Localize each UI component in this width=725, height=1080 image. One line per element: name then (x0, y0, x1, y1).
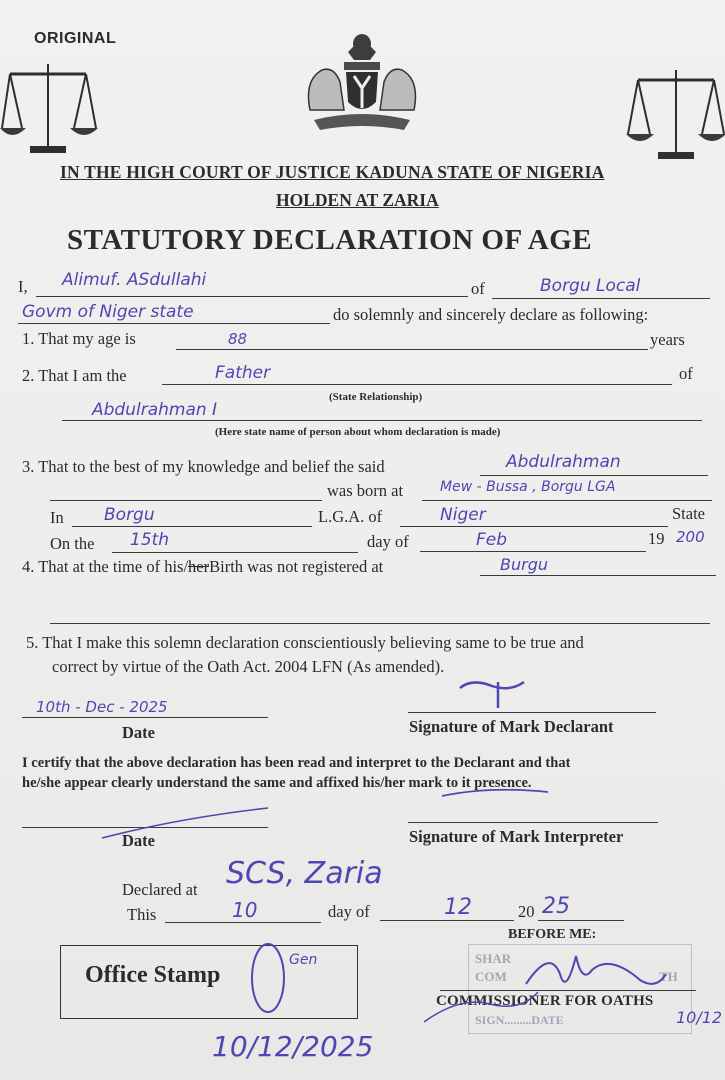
declared-place-field: SCS, Zaria (226, 856, 383, 891)
item5-line2: correct by virtue of the Oath Act. 2004 LFN (As amended). (52, 657, 445, 676)
interpreter-label: Signature of Mark Interpreter (409, 827, 624, 846)
date-label: Date (122, 723, 155, 742)
office-stamp-date: 10/12/2025 (212, 1030, 374, 1063)
age-line (176, 349, 648, 350)
declarant-line (408, 712, 656, 713)
year-field: 200 (676, 528, 705, 546)
month-field: Feb (476, 530, 508, 550)
state-relationship-caption: (State Relationship) (329, 391, 423, 403)
nigeria-coat-of-arms-icon (300, 30, 424, 138)
court-heading: IN THE HIGH COURT OF JUSTICE KADUNA STATE OF NIGERIA (60, 162, 605, 182)
commissioner-label: COMMISSIONER FOR OATHS (436, 993, 654, 1009)
commissioner-date-field: 10/12 (676, 1008, 723, 1027)
date-line (22, 717, 268, 718)
person-caption: (Here state name of person about whom declaration is made) (215, 426, 501, 438)
declared-at-label: Declared at (122, 880, 198, 899)
page-title: STATUTORY DECLARATION OF AGE (67, 224, 593, 256)
blank-line (50, 623, 710, 624)
of-label: of (471, 279, 485, 298)
on-the-label: On the (50, 534, 95, 553)
original-label: ORIGINAL (34, 30, 117, 47)
scales-of-justice-icon (624, 66, 724, 166)
in-field: Borgu (104, 505, 155, 525)
born-at-line (422, 500, 712, 501)
item2-text: 2. That I am the (22, 366, 127, 385)
address-line-2 (18, 323, 330, 324)
this-label: This (127, 905, 157, 924)
certify-underline (440, 780, 550, 800)
commissioner-stamp-sign: SIGN.........DATE (475, 1013, 564, 1027)
interpreter-line (408, 822, 658, 823)
lga-field: Niger (440, 505, 486, 525)
on-the-field: 15th (130, 530, 170, 550)
office-stamp-circle (248, 940, 288, 1020)
certify-line1: I certify that the above declaration has been read and interpret to the Declarant and that (22, 755, 571, 771)
relationship-line (162, 384, 672, 385)
born-pre-line (50, 500, 322, 501)
this-line (165, 922, 321, 923)
office-stamp-box (60, 945, 358, 1019)
office-stamp-scribble: Gen (289, 952, 318, 968)
age-field: 88 (228, 330, 248, 348)
declared-year-field: 25 (542, 894, 570, 919)
born-at-label: was born at (327, 481, 404, 500)
declarant-label: Signature of Mark Declarant (409, 717, 614, 736)
said-name-line (480, 475, 708, 476)
date-field: 10th - Dec - 2025 (36, 698, 168, 716)
in-line (72, 526, 312, 527)
declared-year-prefix: 20 (518, 902, 535, 921)
office-stamp-label: Office Stamp (85, 962, 221, 988)
month-line (420, 551, 646, 552)
day-field: 10 (232, 898, 258, 922)
person-name-line (62, 420, 702, 421)
address-field-1: Borgu Local (540, 276, 641, 296)
item2-of-label: of (679, 364, 693, 383)
year-prefix: 19 (648, 529, 665, 548)
name-line (36, 296, 468, 297)
state-label: State (672, 504, 705, 523)
declared-year-line (538, 920, 624, 921)
item5-line1: 5. That I make this solemn declaration conscientiously believing same to be true and (26, 633, 584, 652)
address-field-2: Govm of Niger state (22, 302, 194, 322)
date2-label: Date (122, 831, 155, 850)
commissioner-stamp-text1: SHAR (475, 951, 512, 966)
day-of-label: day of (367, 532, 409, 551)
on-the-line (112, 552, 358, 553)
declare-text: do solemnly and sincerely declare as following: (333, 305, 649, 324)
scales-of-justice-icon (0, 60, 100, 160)
years-label: years (650, 330, 685, 349)
address-line (492, 298, 710, 299)
registered-field: Burgu (500, 555, 548, 574)
declarant-mark (452, 674, 532, 714)
before-me-label: BEFORE ME: (508, 927, 597, 942)
item3-text: 3. That to the best of my knowledge and belief the said (22, 457, 385, 476)
declared-day-of-label: day of (328, 902, 370, 921)
relationship-field: Father (215, 363, 271, 383)
born-at-field: Mew - Bussa , Borgu LGA (440, 479, 616, 495)
said-name-field: Abdulrahman (506, 452, 621, 472)
intro-prefix: I, (18, 277, 28, 296)
commissioner-stamp-text3: TH (659, 969, 678, 984)
lga-line (400, 526, 668, 527)
commissioner-stamp-text2: COM (475, 969, 507, 984)
lga-label: L.G.A. of (318, 507, 383, 526)
commissioner-scribble (420, 986, 540, 1026)
registered-line (480, 575, 716, 576)
person-name-field: Abdulrahman I (92, 400, 218, 420)
holden-heading: HOLDEN AT ZARIA (276, 190, 439, 210)
item1-text: 1. That my age is (22, 329, 136, 348)
declared-month-field: 12 (444, 895, 472, 920)
declared-month-line (380, 920, 514, 921)
item4-text: 4. That at the time of his/herBirth was not registered at (22, 557, 384, 576)
declarant-name-field: Alimuf. ASdullahi (62, 270, 207, 290)
certify-line2: he/she appear clearly understand the same and affixed his/her mark to it presence. (22, 775, 532, 791)
in-label: In (50, 508, 64, 527)
